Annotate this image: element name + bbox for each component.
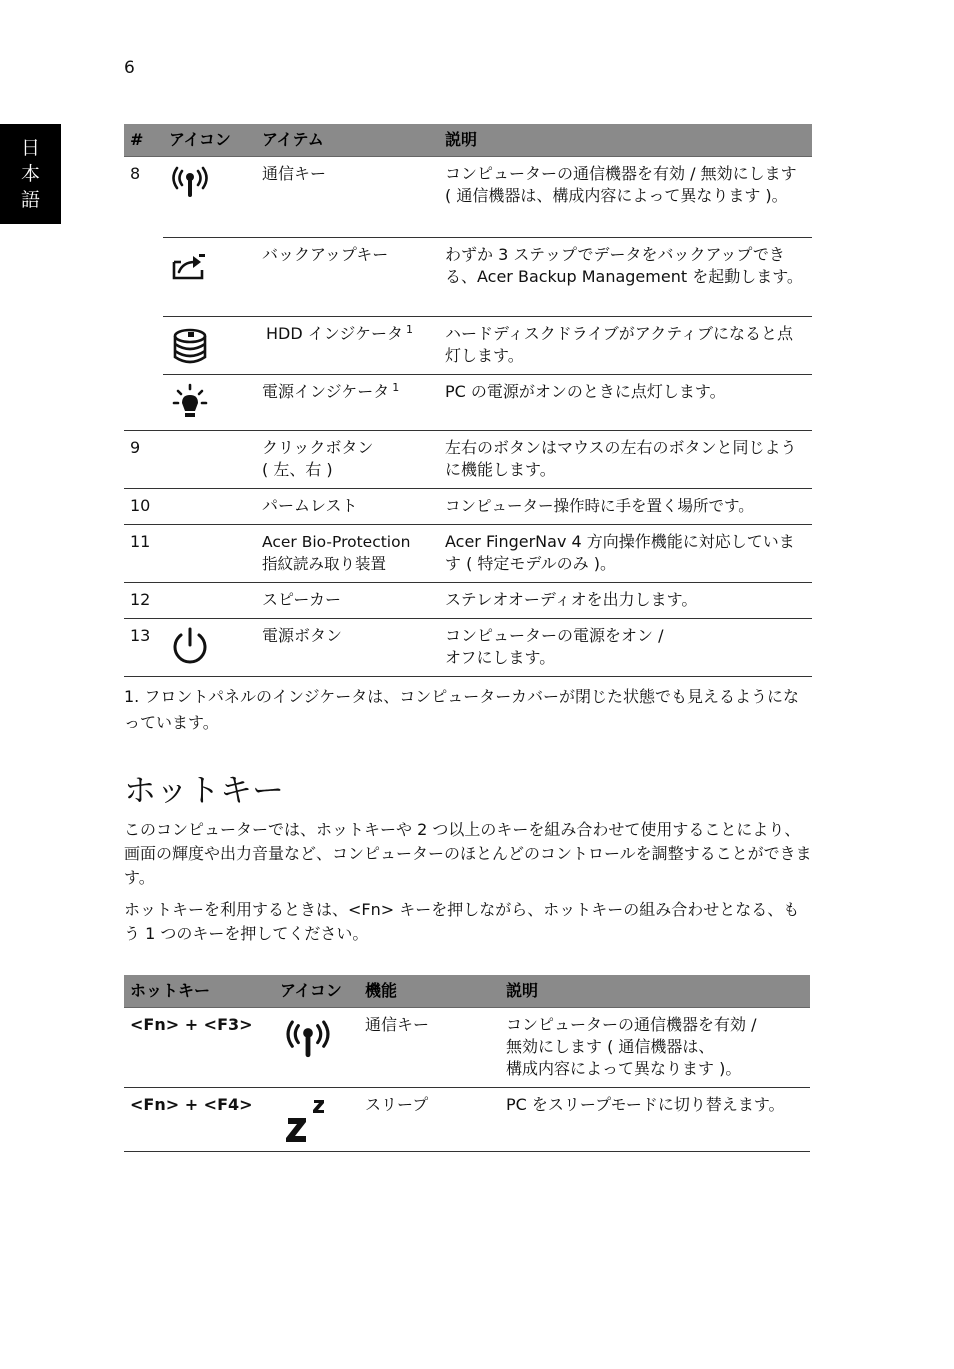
page-number: 6 (124, 58, 135, 78)
icon-cell (274, 1008, 359, 1088)
row-number: 9 (124, 431, 163, 489)
table-row (124, 238, 812, 317)
table-header-row (124, 975, 810, 1008)
item-name: バックアップキー (256, 238, 439, 317)
icon-cell (163, 583, 256, 619)
hotkey-table (124, 975, 810, 1152)
language-tab-char: 語 (20, 189, 40, 211)
language-tab (0, 124, 61, 224)
wireless-icon (169, 163, 211, 201)
row-number: 10 (124, 489, 163, 525)
table-row (124, 1088, 810, 1152)
paragraph: ホットキーを利用するときは、<Fn> キーを押しながら、ホットキーの組み合わせとなる、もう 1 つのキーを押してください。 (124, 900, 800, 943)
item-description: コンピューター操作時に手を置く場所です。 (439, 489, 812, 525)
icon-cell (274, 1088, 359, 1152)
item-description: 左右のボタンはマウスの左右のボタンと同じように機能します。 (439, 431, 812, 489)
table-row (124, 489, 812, 525)
icon-cell (163, 157, 256, 238)
row-number: 13 (124, 619, 163, 677)
language-tab-char: 本 (20, 163, 40, 185)
table-row (124, 1008, 810, 1088)
icon-cell (163, 619, 256, 677)
icon-cell (163, 525, 256, 583)
item-description: わずか 3 ステップでデータをバックアップできる、Acer Backup Management を起動します。 (439, 238, 812, 317)
footnote-marker: 1 (406, 323, 414, 336)
function-name: 通信キー (359, 1008, 500, 1088)
power-button-icon (169, 625, 211, 667)
table-row (124, 431, 812, 489)
hotkey: <Fn> + <F3> (124, 1008, 274, 1088)
sleep-icon (280, 1096, 336, 1144)
item-description: コンピューターの電源をオン / オフにします。 (439, 619, 812, 677)
item-description: Acer FingerNav 4 方向操作機能に対応しています ( 特定モデルのみ )。 (439, 525, 812, 583)
col-header-hotkey: ホットキー (124, 975, 274, 1008)
footnote: 1. フロントパネルのインジケータは、コンピューターカバーが閉じた状態でも見えるようになっています。 (124, 687, 799, 732)
row-number: 8 (130, 164, 141, 183)
table-header-row (124, 124, 812, 157)
col-header-icon: アイコン (274, 975, 359, 1008)
item-name-cell (256, 375, 439, 431)
row-number: 11 (124, 525, 163, 583)
item-name: 電源インジケータ (262, 382, 390, 401)
section-title: ホットキー (124, 771, 285, 809)
hotkey-description: PC をスリープモードに切り替えます。 (500, 1088, 810, 1152)
col-header-function: 機能 (359, 975, 500, 1008)
table-row (124, 317, 812, 375)
paragraph: このコンピューターでは、ホットキーや 2 つ以上のキーを組み合わせて使用することにより、画面の輝度や出力音量など、コンピューターのほとんどのコントロールを調整することができます。 (124, 820, 812, 887)
item-description: ハードディスクドライブがアクティブになると点灯します。 (439, 317, 812, 375)
language-tab-char: 日 (20, 137, 40, 159)
item-name: Acer Bio-Protection 指紋読み取り装置 (256, 525, 439, 583)
backup-icon (169, 250, 211, 282)
col-header-num: # (124, 124, 163, 157)
item-description: コンピューターの通信機器を有効 / 無効にします ( 通信機器は、構成内容によって異なります )。 (439, 157, 812, 238)
table-row (124, 583, 812, 619)
wireless-icon (280, 1016, 336, 1062)
function-name: スリープ (359, 1088, 500, 1152)
table-row (124, 375, 812, 431)
col-header-desc: 説明 (500, 975, 810, 1008)
icon-cell (163, 431, 256, 489)
col-header-icon: アイコン (163, 124, 256, 157)
icon-cell (163, 317, 256, 375)
hotkey: <Fn> + <F4> (124, 1088, 274, 1152)
footnote-marker: 1 (392, 381, 400, 394)
item-name-cell (256, 317, 439, 375)
table-row (124, 525, 812, 583)
item-name: クリックボタン ( 左、右 ) (256, 431, 439, 489)
table-row (124, 157, 812, 238)
item-name: HDD インジケータ (266, 324, 404, 343)
col-header-desc: 説明 (439, 124, 812, 157)
icon-cell (163, 238, 256, 317)
item-name: 電源ボタン (256, 619, 439, 677)
item-name: 通信キー (256, 157, 439, 238)
item-description: ステレオオーディオを出力します。 (439, 583, 812, 619)
components-table (124, 124, 812, 677)
col-header-item: アイテム (256, 124, 439, 157)
power-indicator-icon (169, 383, 211, 423)
icon-cell (163, 375, 256, 431)
hotkey-description: コンピューターの通信機器を有効 / 無効にします ( 通信機器は、 構成内容によって異なります )。 (500, 1008, 810, 1088)
item-name: パームレスト (256, 489, 439, 525)
item-name: スピーカー (256, 583, 439, 619)
row-number: 12 (124, 583, 163, 619)
item-description: PC の電源がオンのときに点灯します。 (439, 375, 812, 431)
icon-cell (163, 489, 256, 525)
table-row (124, 619, 812, 677)
hdd-icon (169, 327, 211, 367)
